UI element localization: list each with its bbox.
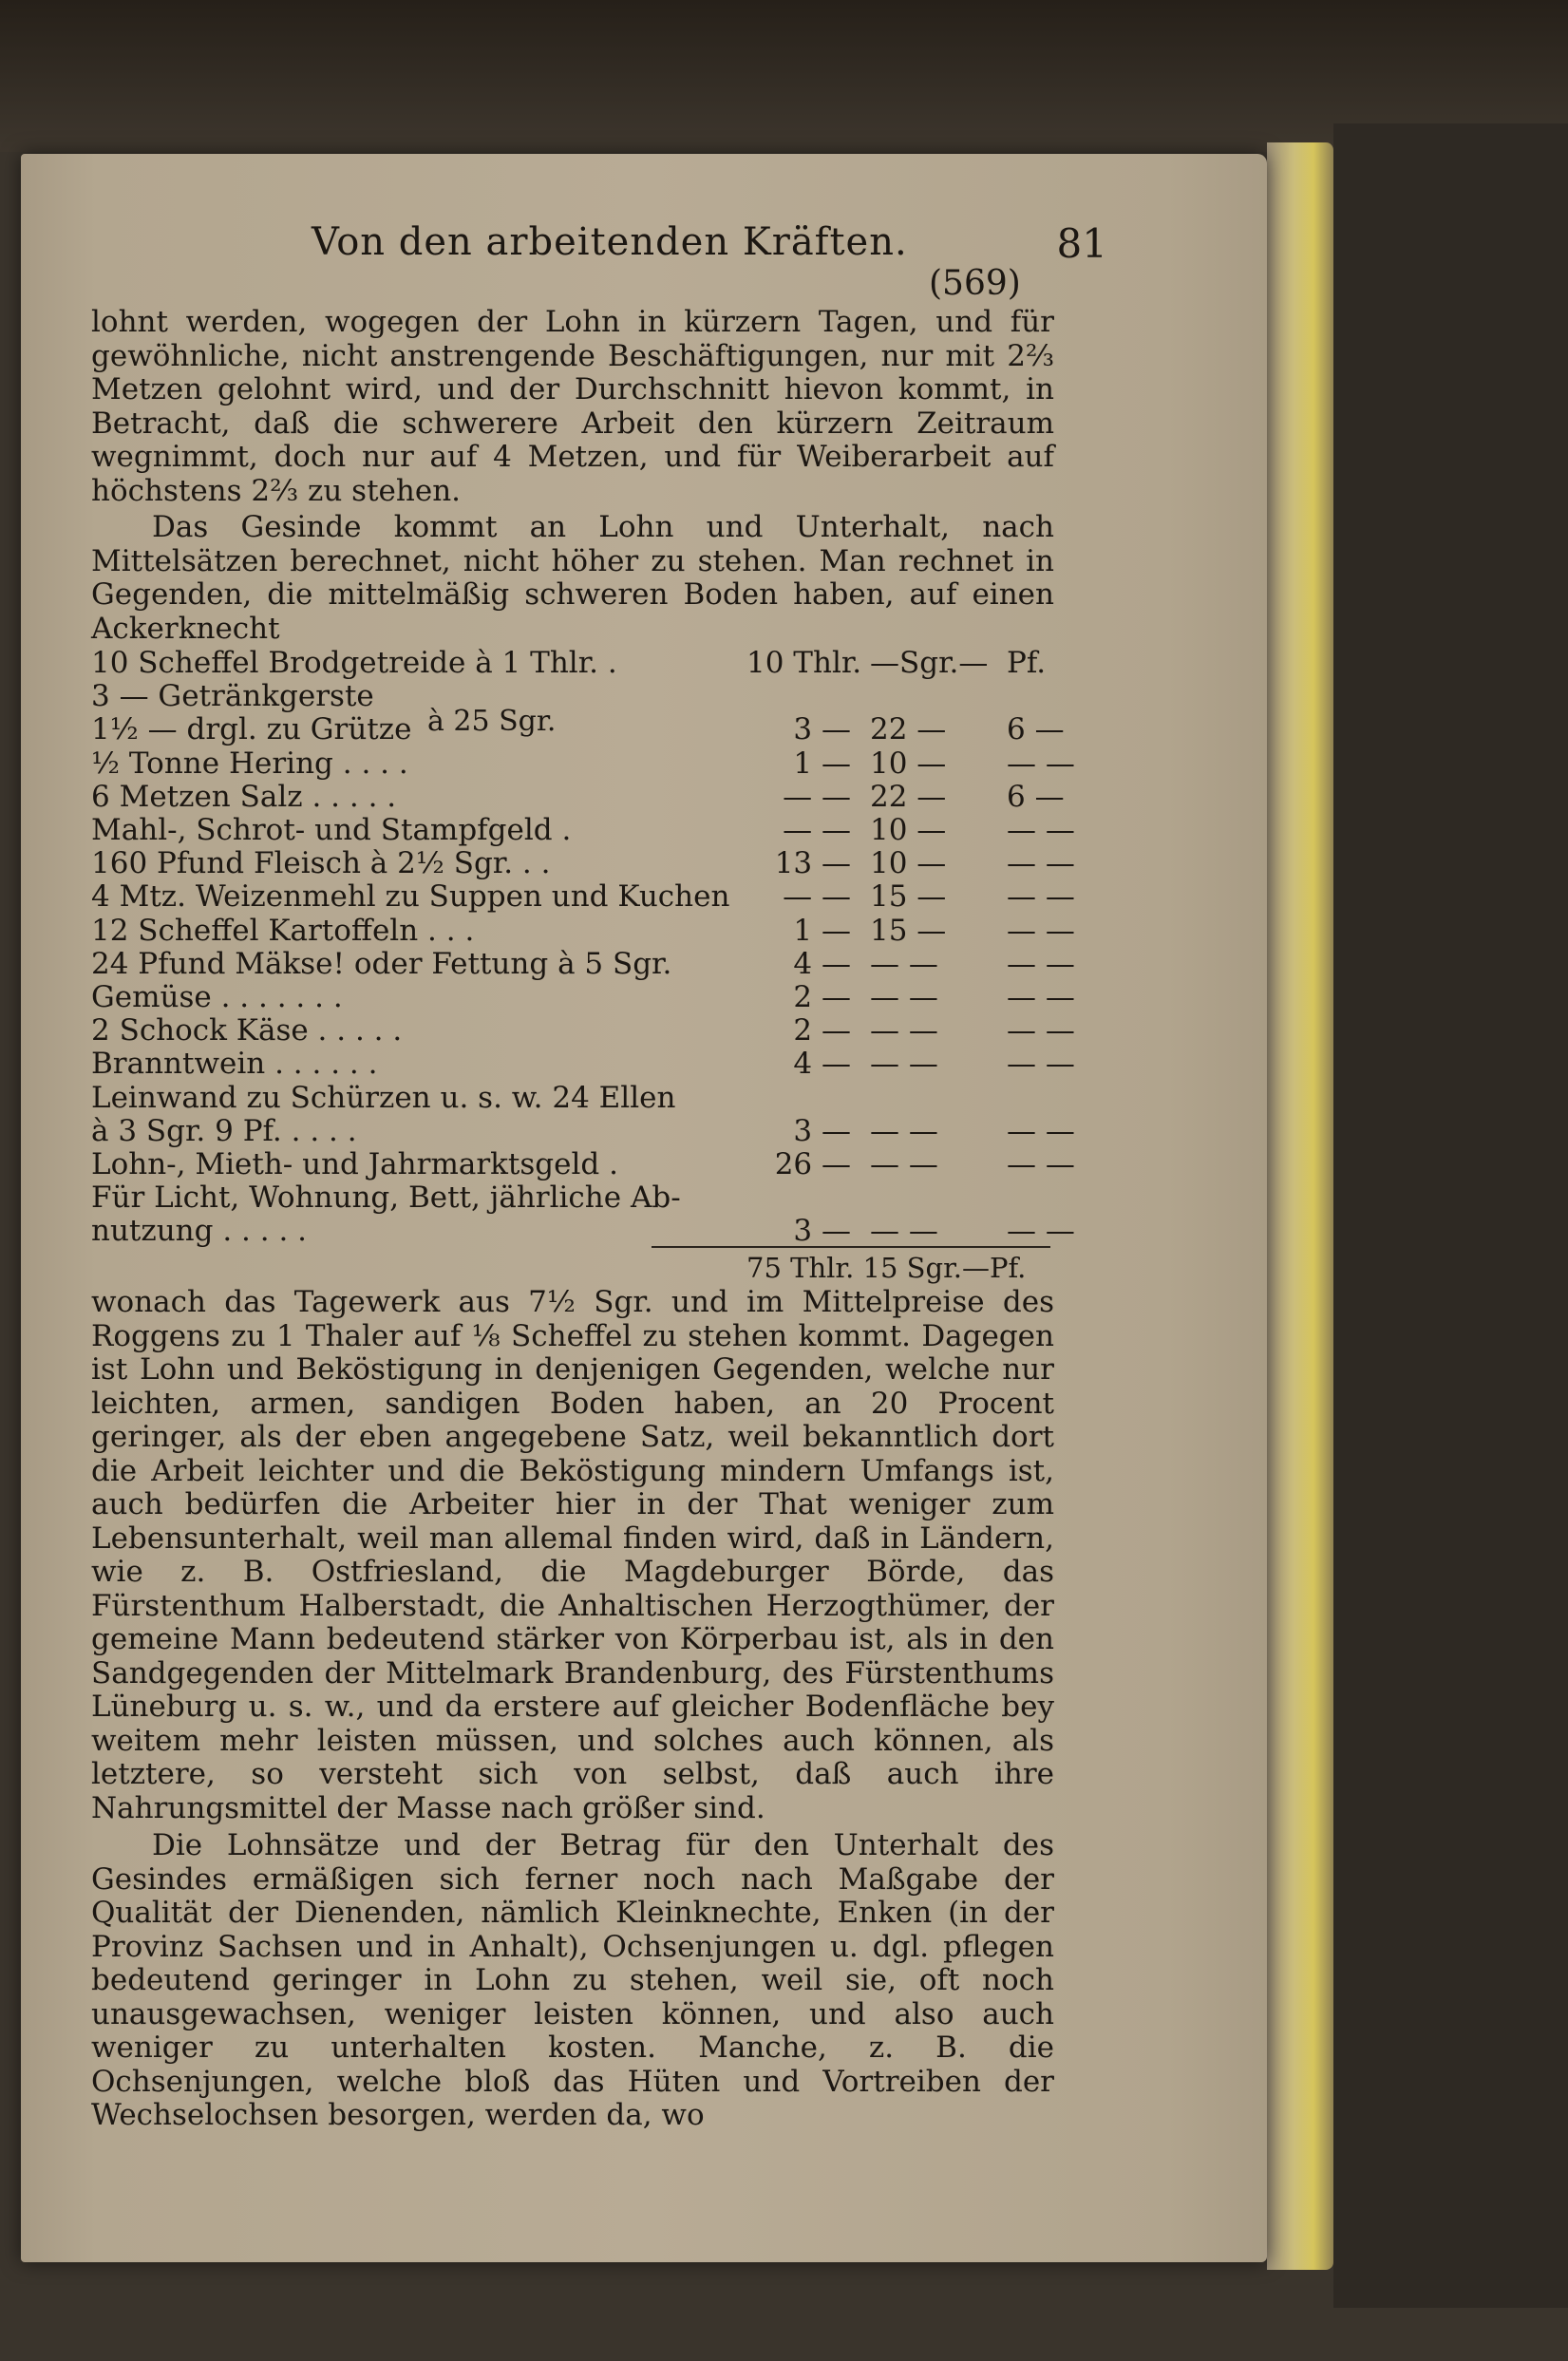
sum-rule	[652, 1246, 1050, 1248]
table-cell-pf: 6 —	[1007, 779, 1065, 814]
paragraph-4-text: Die Lohnsätze und der Betrag für den Unterhalt des Gesindes ermäßigen sich ferner noch nach Maßgabe der Qualität der Dienenden, nämlich Kleinknechte, Enken (in der Provinz Sachsen und in Anhalt), Ochsenjungen u. dgl. pflegen bedeutend geringer in Lohn zu stehen, weil sie, oft noch unausgewachsen, weniger leisten können, und also auch weniger zu unterhalten kosten. Manche, z. B. die Ochsenjungen, welche bloß das Hüten und Vortreiben der Wechselochsen besorgen, werden da, wo	[91, 1828, 1054, 2132]
table-cell-item: Mahl-, Schrot- und Stampfgeld .	[91, 813, 572, 847]
table-cell-item: 2 Schock Käse . . . . .	[91, 1013, 403, 1048]
table-cell-pf: — —	[1007, 1113, 1075, 1148]
table-cell-thlr: 4 —	[793, 946, 851, 981]
table-cell-pf: — —	[1007, 1013, 1075, 1048]
table-cell-thlr: 1 —	[793, 746, 851, 781]
table-cell-sgr: 22 —	[870, 712, 947, 747]
table-cell-pf: — —	[1007, 913, 1075, 948]
table-total: 75 Thlr. 15 Sgr.—Pf.	[746, 1252, 1027, 1284]
table-cell-pf: — —	[1007, 1047, 1075, 1082]
table-cell-sgr: — —	[870, 1047, 938, 1082]
table-cell-item: 160 Pfund Fleisch à 2½ Sgr. . .	[91, 846, 551, 881]
table-cell-item: 6 Metzen Salz . . . . .	[91, 779, 397, 814]
table-cell-sgr: 15 —	[870, 913, 947, 948]
table-cell-sgr: 15 —	[870, 879, 947, 915]
book-cover-edge	[1333, 123, 1568, 2308]
table-row	[91, 813, 1075, 849]
table-cell-pf: — —	[1007, 746, 1075, 781]
table-row	[91, 913, 1075, 950]
table-cell-pf: — —	[1007, 980, 1075, 1014]
table-row	[91, 1047, 1075, 1083]
table-cell-pf: — —	[1007, 846, 1075, 881]
table-row	[91, 1081, 1069, 1117]
paragraph-1-text: lohnt werden, wogegen der Lohn in kürzern Tagen, und für gewöhnliche, nicht anstrengende Beschäftigungen, nur mit 2⅔ Metzen gelohnt wird, und der Durchschnitt hievon kommt, in Betracht, daß die schwerere Arbeit den kürzern Zeitraum wegnimmt, doch nur auf 4 Metzen, und für Weiberarbeit auf höchstens 2⅔ zu stehen.	[91, 305, 1054, 508]
table-row	[91, 946, 1075, 983]
table-cell-sgr: —Sgr.—	[870, 646, 989, 680]
table-row	[91, 1113, 1075, 1150]
table-cell-thlr: 4 —	[793, 1047, 851, 1082]
table-cell-pf: — —	[1007, 879, 1075, 915]
table-cell-thlr: 3 —	[793, 1214, 851, 1249]
page-edges-gilt	[1267, 142, 1333, 2270]
table-cell-item: à 3 Sgr. 9 Pf. . . . .	[91, 1113, 357, 1148]
table-cell-item: Für Licht, Wohnung, Bett, jährliche Ab-	[91, 1180, 681, 1216]
table-cell-pf: — —	[1007, 946, 1075, 981]
table-cell-thlr: — —	[783, 879, 851, 915]
table-row	[91, 980, 1075, 1016]
table-cell-sgr: — —	[870, 1113, 938, 1148]
table-cell-pf: — —	[1007, 1147, 1075, 1181]
table-row	[91, 1214, 1075, 1250]
table-cell-item: 12 Scheffel Kartoffeln . . .	[91, 913, 475, 948]
table-cell-item: 24 Pfund Mäkse! oder Fettung à 5 Sgr.	[91, 946, 672, 981]
paragraph-2	[91, 511, 1054, 646]
table-cell-sgr: — —	[870, 946, 938, 981]
table-cell-sgr: — —	[870, 980, 938, 1014]
stamp-number: (569)	[929, 264, 1021, 303]
table-cell-thlr: 10 Thlr.	[746, 646, 862, 680]
table-cell-pf: — —	[1007, 1214, 1075, 1249]
table-cell-sgr: — —	[870, 1214, 938, 1249]
paragraph-4	[91, 1829, 1054, 2133]
table-cell-item: 1½ — drgl. zu Grütze	[91, 712, 412, 747]
table-cell-thlr: 13 —	[774, 846, 851, 881]
table-cell-thlr: — —	[783, 813, 851, 847]
table-cell-sgr: — —	[870, 1147, 938, 1181]
table-row	[91, 1180, 1069, 1217]
table-cell-sgr: 10 —	[870, 813, 947, 847]
table-cell-item: 3 — Getränkgerste	[91, 679, 374, 714]
paragraph-1	[91, 306, 1054, 508]
table-cell-thlr: 3 —	[793, 1113, 851, 1148]
table-cell-thlr: 2 —	[793, 1013, 851, 1048]
table-cell-pf: Pf.	[1007, 646, 1047, 680]
table-cell-thlr: 2 —	[793, 980, 851, 1014]
table-cell-item: ½ Tonne Hering . . . .	[91, 746, 408, 781]
table-cell-item: Gemüse . . . . . . .	[91, 980, 343, 1014]
table-cell-thlr: 26 —	[774, 1147, 851, 1181]
page-number: 81	[1056, 220, 1107, 267]
table-cell-sgr: 10 —	[870, 846, 947, 881]
table-cell-pf: — —	[1007, 813, 1075, 847]
table-cell-sgr: 10 —	[870, 746, 947, 781]
table-cell-item: Lohn-, Mieth- und Jahrmarktsgeld .	[91, 1147, 618, 1181]
table-cell-sgr: 22 —	[870, 779, 947, 814]
paragraph-2-text: Das Gesinde kommt an Lohn und Unterhalt, nach Mittelsätzen berechnet, nicht höher zu stehen. Man rechnet in Gegenden, die mittelmäßig schweren Boden haben, auf einen Ackerknecht	[91, 510, 1054, 646]
bracket-price: à 25 Sgr.	[427, 705, 557, 738]
table-cell-item: nutzung . . . . .	[91, 1214, 308, 1249]
table-row	[91, 1147, 1075, 1183]
table-cell-thlr: — —	[783, 779, 851, 814]
table-row	[91, 712, 1069, 748]
table-cell-item: 4 Mtz. Weizenmehl zu Suppen und Kuchen	[91, 879, 730, 915]
table-row	[91, 879, 1075, 916]
table-row	[91, 846, 1075, 882]
table-cell-item: Branntwein . . . . . .	[91, 1047, 378, 1082]
table-cell-thlr: 1 —	[793, 913, 851, 948]
running-title: Von den arbeitenden Kräften.	[312, 220, 908, 264]
table-row	[91, 1013, 1075, 1049]
table-cell-pf: 6 —	[1007, 712, 1065, 747]
paragraph-3-text: wonach das Tagewerk aus 7½ Sgr. und im Mittelpreise des Roggens zu 1 Thaler auf ⅛ Scheffel zu stehen kommt. Dagegen ist Lohn und Beköstigung in denjenigen Gegenden, welche nur leichten, armen, sandigen Boden haben, an 20 Procent geringer, als der eben angegebene Satz, weil bekanntlich dort die Arbeit leichter und die Beköstigung mindern Umfangs ist, auch bedürfen die Arbeiter hier in der That weniger zum Lebensunterhalt, weil man allemal finden wird, daß in Ländern, wie z. B. Ostfriesland, die Magdeburger Börde, das Fürstenthum Halberstadt, die Anhaltischen Herzogthümer, der gemeine Mann bedeutend stärker von Körperbau ist, als in den Sandgegenden der Mittelmark Brandenburg, des Fürstenthums Lüneburg u. s. w., und da erstere auf gleicher Bodenfläche bey weitem mehr leisten müssen, und solches auch können, als letztere, so versteht sich von selbst, daß auch ihre Nahrungsmittel der Masse nach größer sind.	[91, 1285, 1054, 1825]
table-cell-item: 10 Scheffel Brodgetreide à 1 Thlr. .	[91, 646, 617, 680]
table-cell-thlr: 3 —	[793, 712, 851, 747]
table-row	[91, 746, 1075, 783]
table-row	[91, 780, 1069, 816]
table-row	[91, 646, 1069, 682]
table-row	[91, 679, 1069, 715]
paragraph-3	[91, 1286, 1054, 1825]
table-cell-sgr: — —	[870, 1013, 938, 1048]
table-cell-item: Leinwand zu Schürzen u. s. w. 24 Ellen	[91, 1080, 676, 1115]
